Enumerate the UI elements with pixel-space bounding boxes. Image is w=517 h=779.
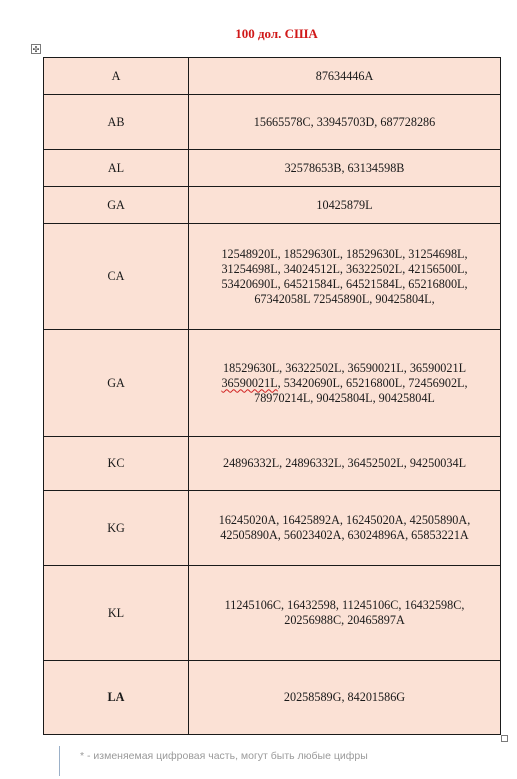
codes-line: 31254698L, 34024512L, 36322502L, 42156500L, [221, 261, 468, 276]
table-row [44, 661, 501, 735]
codes-line: 67342058L 72545890L, 90425804L, [254, 291, 435, 306]
codes-cell[interactable]: 24896332L, 24896332L, 36452502L, 94250034L [189, 437, 501, 491]
series-cell[interactable]: AB [44, 95, 189, 150]
codes-line: 16245020A, 16425892A, 16245020A, 42505890A, [218, 513, 471, 527]
spellcheck-underlined-word: 36590021L [221, 375, 278, 390]
footnote-divider [59, 746, 60, 776]
series-cell[interactable]: CA [44, 224, 189, 330]
series-cell[interactable]: A [44, 58, 189, 95]
footnote-text: * - изменяемая цифровая часть, могут быть любые цифры [80, 750, 368, 762]
codes-line: 18529630L, 36322502L, 36590021L, 36590021L [222, 360, 467, 375]
codes-cell[interactable]: 87634446A [189, 58, 501, 95]
series-cell[interactable]: KC [44, 437, 189, 491]
table-row [44, 330, 501, 437]
series-cell[interactable]: AL [44, 150, 189, 187]
series-cell[interactable]: LA [44, 661, 189, 735]
table-row [44, 224, 501, 330]
codes-line: 53420690L, 64521584L, 64521584L, 65216800L, [221, 276, 468, 291]
codes-line: 12548920L, 18529630L, 18529630L, 31254698L, [221, 246, 468, 261]
series-cell[interactable]: GA [44, 187, 189, 224]
table-resize-handle-icon[interactable] [501, 735, 508, 742]
table-row [44, 437, 501, 491]
table-row [44, 491, 501, 566]
table-move-handle-icon[interactable]: ✣ [32, 45, 40, 54]
codes-cell[interactable] [189, 491, 501, 566]
series-cell[interactable]: KG [44, 491, 189, 566]
codes-line: 11245106C, 16432598, 11245106C, 16432598C, [224, 598, 465, 612]
codes-line [193, 376, 496, 391]
codes-line: 20256988C, 20465897A [284, 613, 405, 627]
series-cell[interactable]: KL [44, 566, 189, 661]
codes-cell[interactable] [189, 566, 501, 661]
codes-line: 78970214L, 90425804L, 90425804L [254, 390, 435, 405]
codes-cell[interactable] [189, 224, 501, 330]
codes-cell[interactable]: 10425879L [189, 187, 501, 224]
codes-cell[interactable]: 32578653B, 63134598B [189, 150, 501, 187]
document-title: 100 дол. США [235, 26, 318, 41]
table-row [44, 566, 501, 661]
codes-cell[interactable] [189, 330, 501, 437]
table-row [44, 187, 501, 224]
table-row [44, 150, 501, 187]
codes-line: 42505890A, 56023402A, 63024896A, 65853221A [220, 528, 469, 542]
codes-cell[interactable]: 20258589G, 84201586G [189, 661, 501, 735]
table-row [44, 58, 501, 95]
series-cell[interactable]: GA [44, 330, 189, 437]
codes-cell[interactable]: 15665578C, 33945703D, 687728286 [189, 95, 501, 150]
codes-line-rest: , 53420690L, 65216800L, 72456902L, [277, 375, 468, 390]
table-row [44, 95, 501, 150]
banknote-codes-table [43, 57, 501, 735]
